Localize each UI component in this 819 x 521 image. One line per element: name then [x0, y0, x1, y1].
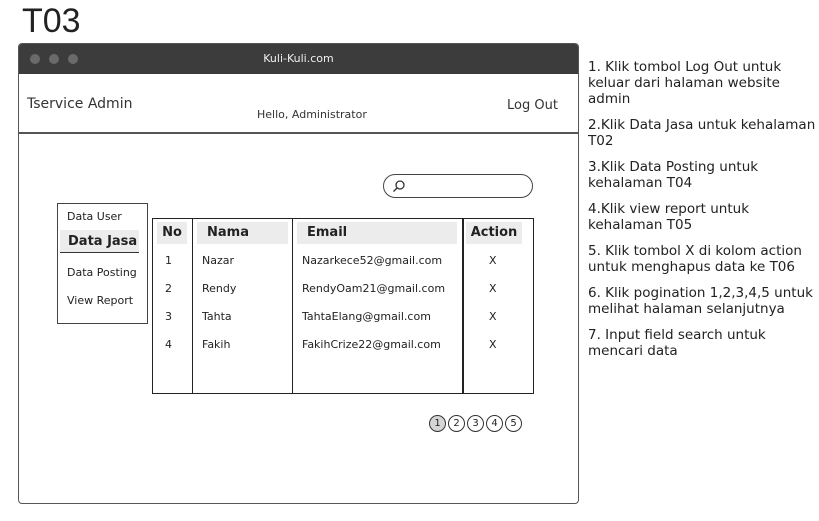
row-email: Nazarkece52@gmail.com	[302, 254, 443, 267]
header-divider	[19, 132, 578, 134]
column-divider	[462, 219, 464, 393]
search-icon	[392, 179, 406, 193]
sidebar-item-view-report[interactable]: View Report	[67, 294, 134, 307]
note-item: 7. Input field search untuk mencari data	[588, 327, 766, 359]
note-item: 5. Klik tombol X di kolom action untuk menghapus data ke T06	[588, 243, 802, 275]
sidebar-item-data-jasa[interactable]	[60, 230, 139, 253]
row-no: 2	[165, 282, 172, 295]
note-item: 3.Klik Data Posting untuk kehalaman T04	[588, 159, 759, 191]
note-item: 1. Klik tombol Log Out untuk keluar dari halaman website admin	[588, 59, 782, 107]
delete-button[interactable]: X	[489, 338, 497, 351]
window-titlebar	[19, 44, 578, 74]
page-button-2[interactable]: 2	[448, 415, 465, 432]
page-button-4[interactable]: 4	[486, 415, 503, 432]
page-title: T03	[22, 2, 81, 40]
annotation-notes	[588, 59, 816, 369]
row-no: 1	[165, 254, 172, 267]
row-nama: Tahta	[202, 310, 232, 323]
page-button-1[interactable]: 1	[429, 415, 446, 432]
row-email: FakihCrize22@gmail.com	[302, 338, 441, 351]
greeting-text: Hello, Administrator	[257, 108, 367, 121]
column-header-action: Action	[466, 222, 522, 244]
page-button-5[interactable]: 5	[505, 415, 522, 432]
column-header-email: Email	[297, 222, 457, 244]
column-header-nama: Nama	[197, 222, 288, 244]
row-email: TahtaElang@gmail.com	[302, 310, 431, 323]
data-table	[152, 218, 534, 394]
sidebar-item-data-user[interactable]: Data User	[67, 210, 122, 223]
row-no: 4	[165, 338, 172, 351]
sidebar-item-data-posting[interactable]: Data Posting	[67, 266, 137, 279]
logout-button[interactable]: Log Out	[507, 98, 558, 113]
browser-window	[18, 43, 579, 504]
note-item: 2.Klik Data Jasa untuk kehalaman T02	[588, 117, 816, 149]
row-nama: Nazar	[202, 254, 235, 267]
sidebar-menu	[57, 203, 148, 324]
note-item: 6. Klik pogination 1,2,3,4,5 untuk melihat halaman selanjutnya	[588, 285, 813, 317]
column-divider	[292, 219, 293, 393]
app-brand: Tservice Admin	[27, 96, 133, 112]
window-title: Kuli-Kuli.com	[263, 52, 334, 65]
page-button-3[interactable]: 3	[467, 415, 484, 432]
delete-button[interactable]: X	[489, 282, 497, 295]
column-header-no: No	[157, 222, 187, 244]
row-no: 3	[165, 310, 172, 323]
sidebar-item-label: Data Jasa	[68, 234, 138, 249]
row-email: RendyOam21@gmail.com	[302, 282, 446, 295]
delete-button[interactable]: X	[489, 310, 497, 323]
search-input[interactable]	[383, 174, 533, 198]
row-nama: Fakih	[202, 338, 231, 351]
note-item: 4.Klik view report untuk kehalaman T05	[588, 201, 750, 233]
delete-button[interactable]: X	[489, 254, 497, 267]
column-divider	[192, 219, 193, 393]
row-nama: Rendy	[202, 282, 237, 295]
